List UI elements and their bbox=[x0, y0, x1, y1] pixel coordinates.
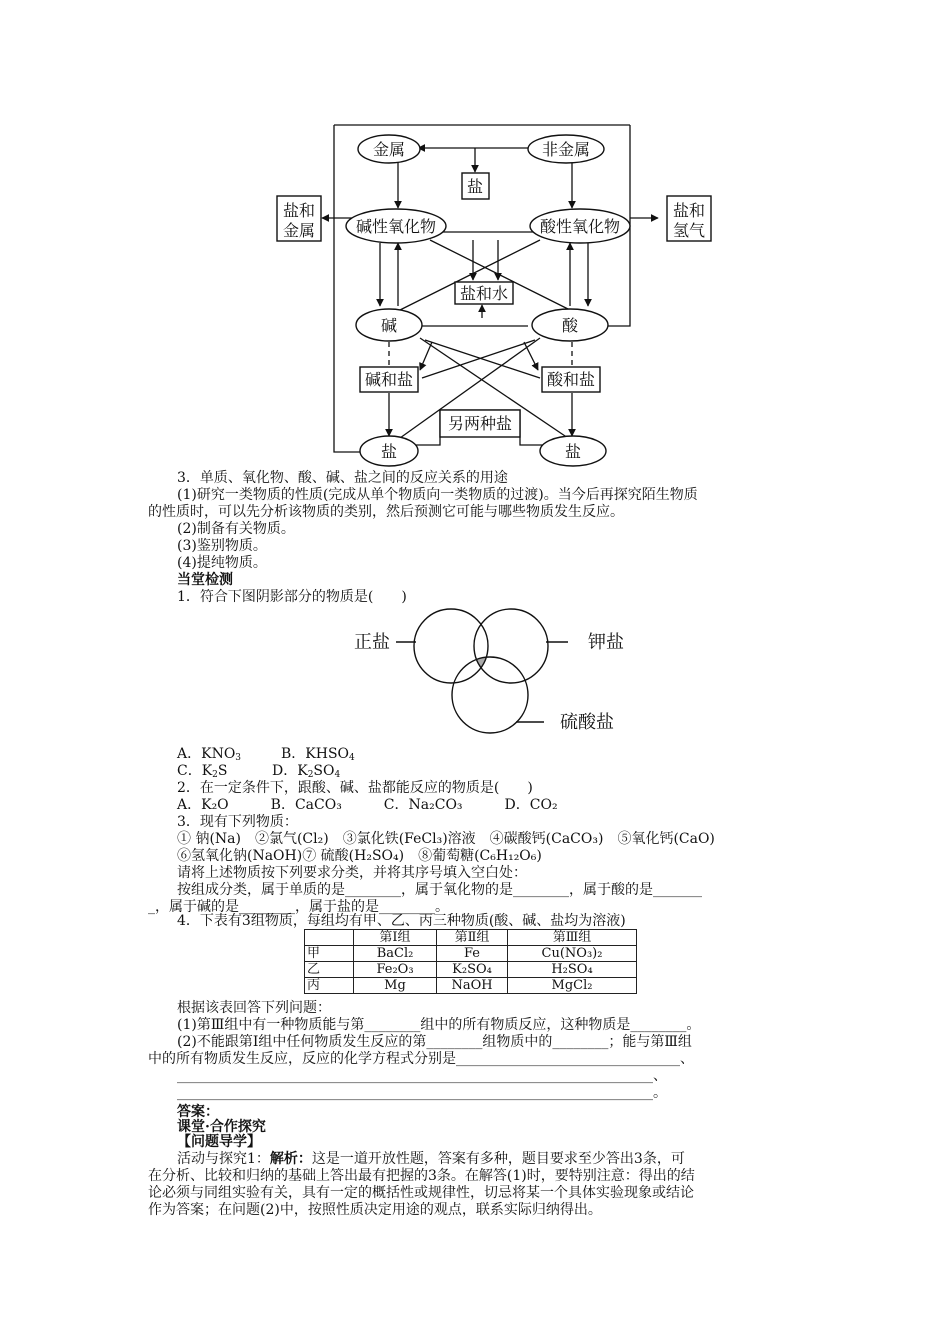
table-cell: NaOH bbox=[437, 978, 508, 994]
answer-guide: 【问题导学】 bbox=[177, 1134, 261, 1150]
q4-part-2d: ____________________________________________________________________。 bbox=[177, 1085, 667, 1101]
node-salt-water: 盐和水 bbox=[459, 284, 509, 303]
groups-table bbox=[304, 929, 637, 994]
table-cell: 第Ⅲ组 bbox=[508, 930, 637, 946]
node-base-salt: 碱和盐 bbox=[364, 370, 414, 389]
answer-subheading: 课堂·合作探究 bbox=[177, 1119, 266, 1135]
question-2: 2．在一定条件下，跟酸、碱、盐都能反应的物质是( ) bbox=[177, 780, 533, 796]
table-row bbox=[305, 946, 637, 962]
venn-diagram bbox=[0, 600, 950, 763]
node-two-salts: 另两种盐 bbox=[447, 414, 513, 433]
node-acidic-oxide: 酸性氧化物 bbox=[539, 217, 621, 236]
q1-option-a: A．$KNO_3$ bbox=[177, 746, 242, 763]
answer-activity-line-1: 活动与探究1：解析：这是一道开放性题，答案有多种，题目要求至少答出3条，可 bbox=[177, 1151, 685, 1167]
q2-options: A．K₂O B．CaCO₃ C．Na₂CO₃ D．CO₂ bbox=[177, 797, 558, 813]
table-row bbox=[305, 978, 637, 994]
node-acid-salt: 酸和盐 bbox=[546, 370, 596, 389]
q1-option-d: D．$K_2SO_4$ bbox=[272, 763, 341, 780]
table-row bbox=[305, 962, 637, 978]
section3-item2: (2)制备有关物质。 bbox=[177, 521, 295, 537]
table-header-row bbox=[305, 930, 637, 946]
question-1: 1．符合下图阴影部分的物质是( ) bbox=[177, 589, 407, 605]
q1-option-c: C．$K_2S$ bbox=[177, 763, 228, 780]
node-salt-metal-1: 盐和 bbox=[282, 201, 316, 220]
answer-activity-line-3: 论必须与同组实验有关，具有一定的概括性或规律性，切忌将某一个具体实验现象或结论 bbox=[148, 1185, 694, 1201]
table-cell: 第Ⅰ组 bbox=[354, 930, 437, 946]
venn-label-normal-salt: 正盐 bbox=[354, 632, 390, 653]
answer-activity-line-4: 作为答案；在问题(2)中，按照性质决定用途的观点，联系实际归纳得出。 bbox=[148, 1202, 602, 1218]
q3-fill-2: _，属于碱的是________，属于盐的是________。 bbox=[148, 899, 449, 915]
answer-heading: 答案： bbox=[177, 1104, 219, 1120]
section3-title: 3．单质、氧化物、酸、碱、盐之间的反应关系的用途 bbox=[177, 470, 508, 486]
node-salt-hydrogen-1: 盐和 bbox=[672, 201, 706, 220]
q3-fill-1: 按组成分类，属于单质的是________，属于氧化物的是________，属于酸的是_______ bbox=[177, 882, 702, 898]
q1-option-b: B．$KHSO_4$ bbox=[281, 746, 355, 763]
answer-activity-line-2: 在分析、比较和归纳的基础上答出最有把握的3条。在解答(1)时，要特别注意：得出的结 bbox=[148, 1168, 695, 1184]
relationship-diagram bbox=[0, 0, 950, 470]
table-cell: H₂SO₄ bbox=[508, 962, 637, 978]
q4-part-2a: (2)不能跟第Ⅰ组中任何物质发生反应的第________组物质中的________；能与第Ⅲ组 bbox=[177, 1034, 692, 1050]
node-base: 碱 bbox=[380, 316, 398, 335]
table-cell: 第Ⅱ组 bbox=[437, 930, 508, 946]
q4-part-2c: ____________________________________________________________________、 bbox=[177, 1068, 667, 1084]
table-cell: 乙 bbox=[305, 962, 354, 978]
node-salt-metal-2: 金属 bbox=[282, 221, 316, 240]
section3-item3: (3)鉴别物质。 bbox=[177, 538, 267, 554]
q4-part-1: (1)第Ⅲ组中有一种物质能与第________组中的所有物质反应，这种物质是________。 bbox=[177, 1017, 701, 1033]
node-salt-top: 盐 bbox=[466, 177, 484, 196]
table-cell: Cu(NO₃)₂ bbox=[508, 946, 637, 962]
q3-list-2: ⑥氢氧化钠(NaOH)⑦ 硫酸(H₂SO₄) ⑧葡萄糖(C₆H₁₂O₆) bbox=[177, 848, 542, 864]
q4-part-2b: 中的所有物质发生反应，反应的化学方程式分别是________________________________、 bbox=[148, 1051, 694, 1067]
question-4: 4．下表有3组物质，每组均有甲、乙、丙三种物质(酸、碱、盐均为溶液) bbox=[177, 913, 626, 929]
node-metal: 金属 bbox=[372, 140, 406, 159]
venn-label-potassium-salt: 钾盐 bbox=[588, 632, 624, 653]
node-salt-left: 盐 bbox=[380, 442, 398, 461]
section3-item1a: (1)研究一类物质的性质(完成从单个物质向一类物质的过渡)。当今后再探究陌生物质 bbox=[177, 487, 698, 503]
venn-label-sulfate: 硫酸盐 bbox=[560, 712, 614, 733]
q4-requirement: 根据该表回答下列问题： bbox=[177, 1000, 331, 1016]
table-cell: Fe bbox=[437, 946, 508, 962]
table-cell: BaCl₂ bbox=[354, 946, 437, 962]
table-cell: K₂SO₄ bbox=[437, 962, 508, 978]
node-salt-hydrogen-2: 氢气 bbox=[672, 221, 706, 240]
node-nonmetal: 非金属 bbox=[541, 140, 591, 159]
node-salt-right: 盐 bbox=[564, 442, 582, 461]
table-cell: Mg bbox=[354, 978, 437, 994]
check-heading: 当堂检测 bbox=[177, 572, 233, 588]
section3-item4: (4)提纯物质。 bbox=[177, 555, 267, 571]
table-cell: MgCl₂ bbox=[508, 978, 637, 994]
node-acid: 酸 bbox=[561, 316, 579, 335]
table-cell bbox=[305, 930, 354, 946]
table-cell: 甲 bbox=[305, 946, 354, 962]
node-basic-oxide: 碱性氧化物 bbox=[355, 217, 437, 236]
q3-requirement: 请将上述物质按下列要求分类，并将其序号填入空白处： bbox=[177, 865, 527, 881]
section3-item1b: 的性质时，可以先分析该物质的类别，然后预测它可能与哪些物质发生反应。 bbox=[148, 504, 624, 520]
question-3: 3．现有下列物质： bbox=[177, 814, 298, 830]
q3-list-1: ① 钠(Na) ②氯气(Cl₂) ③氯化铁(FeCl₃)溶液 ④碳酸钙(CaCO₃) ⑤氧化钙(CaO) bbox=[177, 831, 715, 847]
table-cell: 丙 bbox=[305, 978, 354, 994]
table-cell: Fe₂O₃ bbox=[354, 962, 437, 978]
